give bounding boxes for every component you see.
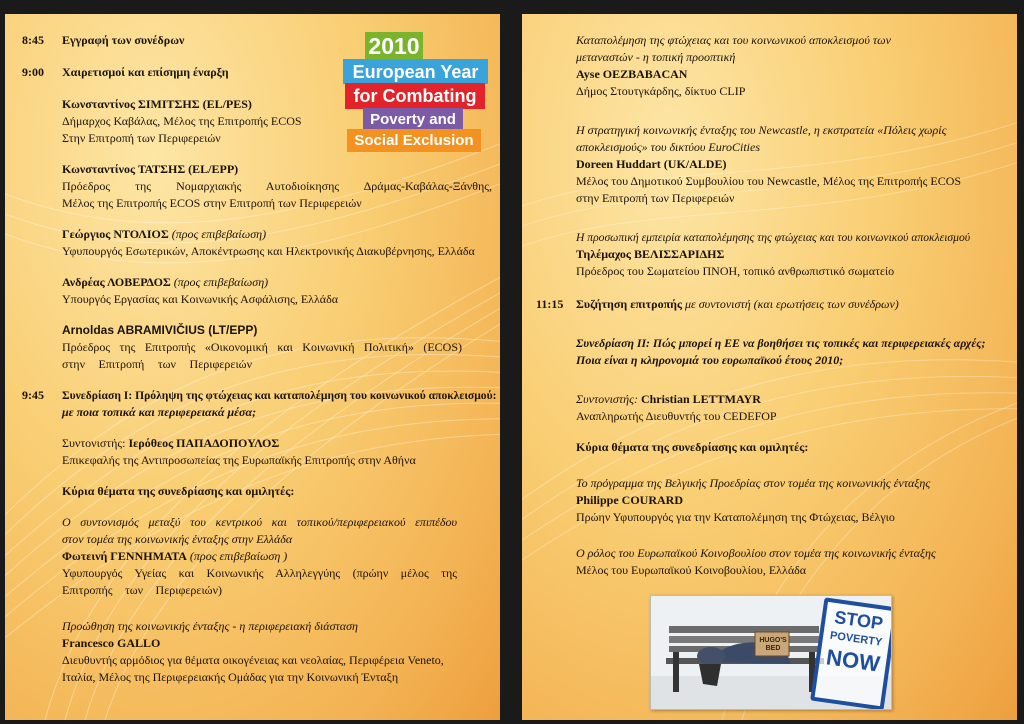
speaker-simitsis-role-2: Στην Επιτροπή των Περιφερειών [62,131,221,145]
right-page [522,14,1017,720]
speaker-simitsis-role-1: Δήμαρχος Καβάλας, Μέλος της Επιτροπής ECOS [62,114,302,128]
topic-personal-experience: Η προσωπική εμπειρία καταπολέμησης της φτώχειας και του κοινωνικού αποκλεισμού [576,231,971,244]
logo-year: 2010 [365,32,423,60]
speaker-oezbabacan-role: Δήμος Στουτγκάρδης, δίκτυο CLIP [576,84,746,98]
speaker-huddart-name: Doreen Huddart (UK/ALDE) [576,157,727,171]
moderator-1-label: Συντονιστής: [62,436,126,450]
registration-text: Εγγραφή των συνέδρων [62,33,185,47]
topic-regional-dimension: Προώθηση της κοινωνικής ένταξης - η περιφερειακή διάσταση [62,619,358,633]
stamp-line-3: NOW [824,644,882,677]
moderator-2-label: Συντονιστής: [576,392,638,406]
speaker-simitsis-name: Κωνσταντίνος ΣΙΜΙΤΣΗΣ (EL/PES) [62,97,252,111]
panel-discussion-title: Συζήτηση επιτροπής [576,297,683,311]
topic-migrants-1: Καταπολέμηση της φτώχειας και του κοινωνικού αποκλεισμού των [576,33,891,47]
moderator-1-line [62,435,279,452]
speaker-huddart-role-2: στην Επιτροπή των Περιφερειών [576,191,735,205]
speaker-abramivicius-role-1: Πρόεδρος της Επιτροπής «Οικονομική και Κοινωνική Πολιτική» (ECOS) [62,340,462,354]
speaker-gennimata-note: (προς επιβεβαίωση ) [189,549,288,563]
bench-sign-text: HUGO'S BED [759,637,787,652]
logo-line-4: Social Exclusion [347,129,481,152]
european-year-2010-logo [343,32,493,166]
speaker-velissaridis-role: Πρόεδρος του Σωματείου ΠΝΟΗ, τοπικό ανθρωπιστικό σωματείο [576,264,895,278]
time-845: 8:45 [22,33,44,47]
logo-line-1: European Year [343,59,488,84]
time-1115: 11:15 [536,297,564,311]
stop-poverty-now-photo [650,595,892,710]
speaker-velissaridis-name: Τηλέμαχος ΒΕΛΙΣΣΑΡΙΔΗΣ [576,247,725,261]
speaker-huddart-role-1: Μέλος του Δημοτικού Συμβουλίου του Newcastle, Μέλος της Επιτροπής ECOS [576,174,962,188]
speaker-gallo-role-1: Διευθυντής αρμόδιος για θέματα οικογένειας και νεολαίας, Περιφέρεια Veneto, [62,653,444,667]
left-page [5,14,500,720]
speaker-ntolios-line [62,226,266,243]
speaker-oezbabacan-name: Ayse OEZBABACAN [576,67,688,81]
speaker-abramivicius-role-2: στην Επιτροπή των Περιφερειών [62,357,252,371]
speaker-gennimata-role-2: Επιτροπής των Περιφερειών) [62,583,222,597]
speaker-gennimata-line [62,548,287,565]
speaker-ntolios-note: (προς επιβεβαίωση) [171,227,267,241]
speaker-loverdos-line [62,274,268,291]
speaker-tatsis-role-1: Πρόεδρος της Νομαρχιακής Αυτοδιοίκησης Δράμας-Καβάλας-Ξάνθης, [62,179,492,193]
speaker-courard-role: Πρώην Υφυπουργός για την Καταπολέμηση της Φτώχειας, Βέλγιο [576,510,895,524]
topic-coordination-1: Ο συντονισμός μεταξύ του κεντρικού και τοπικού/περιφερειακού επιπέδου [62,515,457,529]
time-900: 9:00 [22,65,44,79]
speaker-tatsis-name: Κωνσταντίνος ΤΑΤΣΗΣ (EL/EPP) [62,162,239,176]
moderator-2-line [576,391,761,408]
topic-migrants-2: μεταναστών - η τοπική προοπτική [576,50,736,64]
session-1-topics-heading: Κύρια θέματα της συνεδρίασης και ομιλητές: [62,484,295,498]
stop-poverty-now-stamp [810,597,892,710]
topic-european-parliament: Ο ρόλος του Ευρωπαϊκού Κοινοβουλίου στον τομέα της κοινωνικής ένταξης [576,546,936,560]
speaker-abramivicius-name: Arnoldas ABRAMIVIČIUS (LT/EPP) [62,323,258,337]
topic-belgian-presidency: Το πρόγραμμα της Βελγικής Προεδρίας στον τομέα της κοινωνικής ένταξης [576,476,931,490]
speaker-gallo-name: Francesco GALLO [62,636,161,650]
session-2-subtitle: Ποια είναι η κληρονομιά του ευρωπαϊκού έτους 2010; [576,353,844,367]
topic-newcastle-1: Η στρατηγική κοινωνικής ένταξης του Newcastle, η εκστρατεία «Πόλεις χωρίς [576,123,947,137]
panel-discussion-line [576,296,899,313]
speaker-ntolios-name: Γεώργιος ΝΤΟΛΙΟΣ [62,227,169,241]
topic-newcastle-2: αποκλεισμούς» του δικτύου EuroCities [576,140,760,154]
logo-line-3: Poverty and [363,108,463,130]
speaker-gallo-role-2: Ιταλία, Μέλος της Περιφερειακής Ομάδας για την Κοινωνική Ένταξη [62,670,399,684]
moderator-2-role: Αναπληρωτής Διευθυντής του CEDEFOP [576,409,777,423]
session-1-title: Συνεδρίαση Ι: Πρόληψη της φτώχειας και καταπολέμηση του κοινωνικού αποκλεισμού: [62,389,497,402]
welcome-text: Χαιρετισμοί και επίσημη έναρξη [62,65,229,79]
speaker-loverdos-note: (προς επιβεβαίωση) [173,275,269,289]
time-945: 9:45 [22,388,44,402]
logo-line-2: for Combating [345,83,485,109]
speaker-gennimata-name: Φωτεινή ΓΕΝΝΗΜΑΤΑ [62,549,187,563]
stamp-line-1: STOP [833,607,885,634]
session-2-title: Συνεδρίαση ΙΙ: Πώς μπορεί η ΕΕ να βοηθήσει τις τοπικές και περιφερειακές αρχές; [576,336,986,350]
moderator-2-name: Christian LETTMAYR [640,392,761,406]
moderator-1-role: Επικεφαλής της Αντιπροσωπείας της Ευρωπαϊκής Επιτροπής στην Αθήνα [62,453,416,467]
session-2-topics-heading: Κύρια θέματα της συνεδρίασης και ομιλητές: [576,440,809,454]
moderator-1-name: Ιερόθεος ΠΑΠΑΔΟΠΟΥΛΟΣ [128,436,280,450]
speaker-courard-name: Philippe COURARD [576,493,684,507]
panel-discussion-note: με συντονιστή (και ερωτήσεις των συνέδρων) [682,297,899,311]
speaker-ntolios-role: Υφυπουργός Εσωτερικών, Αποκέντρωσης και Ηλεκτρονικής Διακυβέρνησης, Ελλάδα [62,244,475,258]
speaker-loverdos-name: Ανδρέας ΛΟΒΕΡΔΟΣ [62,275,171,289]
speaker-tatsis-role-2: Μέλος της Επιτροπής ECOS στην Επιτροπή των Περιφερειών [62,196,362,210]
topic-coordination-2: στον τομέα της κοινωνικής ένταξης στην Ελλάδα [62,532,293,546]
session-1-subtitle: με ποια τοπικά και περιφερειακά μέσα; [62,405,257,419]
speaker-gennimata-role-1: Υφυπουργός Υγείας και Κοινωνικής Αλληλεγγύης (πρώην μέλος της [62,566,457,580]
speaker-mep-role: Μέλος του Ευρωπαϊκού Κοινοβουλίου, Ελλάδα [576,563,807,577]
speaker-loverdos-role: Υπουργός Εργασίας και Κοινωνικής Ασφάλισης, Ελλάδα [62,292,339,306]
stamp-line-2: POVERTY [829,629,883,649]
